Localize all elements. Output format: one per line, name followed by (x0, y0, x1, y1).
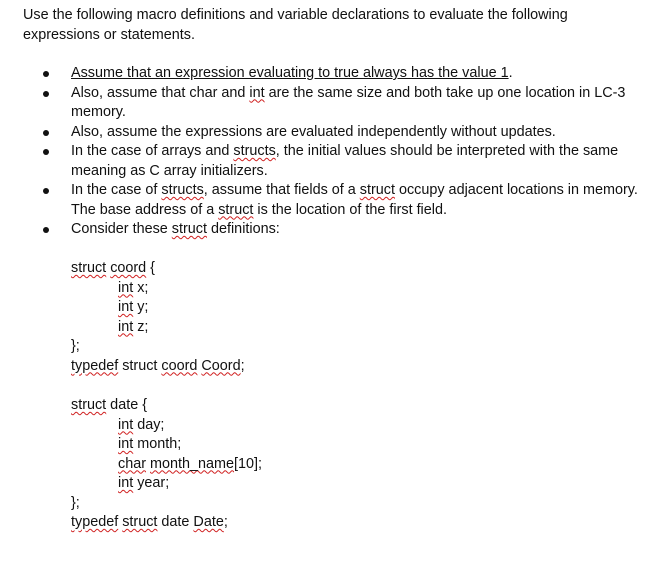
spellcheck-word: struct (218, 201, 254, 218)
spellcheck-word: int (118, 279, 134, 296)
spellcheck-word: int (118, 318, 134, 335)
spellcheck-word: int (249, 84, 265, 101)
spellcheck-word: typedef (71, 357, 119, 374)
bullet-dot-icon (43, 91, 49, 97)
text-run: date { (106, 397, 147, 413)
bullet-dot-icon (43, 227, 49, 233)
bullet-text (71, 143, 618, 179)
bullet-item (0, 181, 649, 220)
text-run: year; (133, 475, 170, 491)
text-run: In the case of (71, 182, 162, 198)
text-run: x; (133, 279, 149, 296)
text-run: ; (223, 514, 228, 530)
bullet-item (0, 123, 649, 143)
text-run: , the initial values should be interpreted with the same meaning as C array initializers. (71, 143, 619, 179)
assumptions-list (0, 64, 649, 240)
code-line (118, 435, 181, 455)
spellcheck-word: struct (171, 221, 207, 237)
bullet-text (71, 85, 625, 121)
code-line (71, 357, 245, 377)
text-run: month; (133, 436, 182, 452)
spellcheck-word: structs (161, 182, 204, 198)
bullet-dot-icon (43, 188, 49, 194)
spellcheck-word: char (118, 455, 146, 472)
code-line (71, 494, 80, 514)
intro-paragraph: Use the following macro definitions and variable declarations to evaluate the following expressions or statements. (23, 7, 568, 43)
spellcheck-word: typedef (71, 514, 119, 530)
spellcheck-word: struct (122, 514, 158, 530)
bullet-item (0, 142, 649, 181)
text-run: definitions: (206, 221, 280, 237)
code-line (71, 259, 155, 279)
spellcheck-word: struct (71, 397, 107, 413)
text-run: day; (133, 416, 165, 433)
bullet-text (71, 65, 513, 81)
code-line (71, 337, 80, 357)
spellcheck-word: coord (161, 357, 198, 374)
bullet-dot-icon (43, 149, 49, 155)
text-run: z; (133, 318, 149, 335)
text-run: struct (118, 357, 162, 374)
bullet-text (71, 124, 556, 140)
text-run: }; (71, 494, 80, 511)
code-line (118, 474, 169, 494)
text-run: date (157, 514, 194, 530)
code-line (118, 416, 164, 436)
code-line (71, 513, 228, 533)
bullet-item (0, 64, 649, 84)
spellcheck-word: coord (110, 260, 147, 276)
bullet-text (71, 221, 280, 237)
bullet-item (0, 84, 649, 123)
text-run: ; (240, 357, 245, 374)
text-run: Also, assume that char and (71, 84, 250, 101)
spellcheck-word: int (118, 475, 134, 491)
text-run: occupy adjacent locations in memory. The base address of a (71, 182, 638, 218)
spellcheck-word: Date (193, 514, 224, 530)
text-run: is the location of the first field. (253, 201, 447, 218)
text-run: [10]; (234, 455, 263, 472)
bullet-dot-icon (43, 71, 49, 77)
text-run: , assume that fields of a (203, 182, 360, 198)
code-line (71, 396, 147, 416)
spellcheck-word: Coord (201, 357, 241, 374)
text-run: Also, assume the expressions are evaluated independently without updates. (71, 123, 556, 140)
spellcheck-word: struct (71, 260, 107, 276)
spellcheck-word: int (118, 299, 134, 315)
text-run: In the case of arrays and (71, 143, 234, 159)
code-line (118, 318, 148, 338)
text-run: }; (71, 338, 80, 354)
spellcheck-word: int (118, 416, 134, 433)
bullet-item (0, 220, 649, 240)
code-line (118, 298, 148, 318)
code-line (118, 279, 148, 299)
code-line (118, 455, 262, 475)
bullet-dot-icon (43, 130, 49, 136)
spellcheck-word: int (118, 436, 134, 452)
text-run: y; (133, 299, 149, 315)
text-run: are the same size and both take up one location in LC-3 memory. (71, 84, 626, 120)
text-run: Consider these (71, 221, 172, 237)
bullet-text (71, 182, 638, 218)
underlined-text: Assume that an expression evaluating to true always has the value 1 (71, 65, 509, 81)
spellcheck-word: struct (359, 182, 395, 198)
text-run: { (146, 260, 155, 276)
text-run: . (508, 65, 513, 81)
spellcheck-word: month_name (150, 455, 234, 472)
spellcheck-word: structs (233, 143, 276, 159)
